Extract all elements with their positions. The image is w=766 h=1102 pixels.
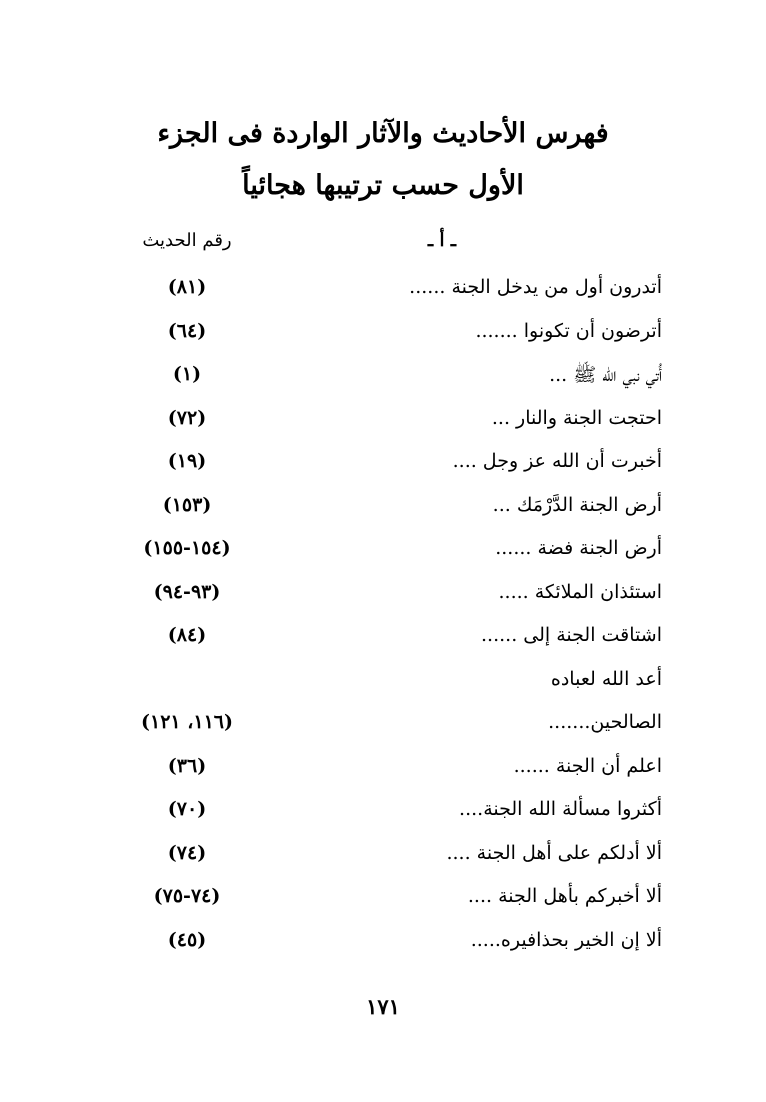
entry-hadith-number: (١) bbox=[172, 363, 202, 385]
index-entry bbox=[0, 925, 766, 969]
entry-hadith-number: (٦٤) bbox=[167, 319, 207, 342]
index-entry bbox=[0, 316, 766, 360]
entry-hadith-number: (٤٥) bbox=[167, 928, 207, 951]
entry-text: أترضون أن تكونوا ....... bbox=[475, 319, 662, 342]
index-entry bbox=[0, 838, 766, 882]
index-title-line-1: فهرس الأحاديث والآثار الواردة فى الجزء bbox=[157, 118, 609, 149]
index-entry bbox=[0, 620, 766, 664]
hadith-number-column-header: رقم الحديث bbox=[142, 230, 232, 251]
alphabet-section-letter: ـ أ ـ bbox=[427, 230, 456, 251]
index-entry bbox=[0, 446, 766, 490]
entry-text: استئذان الملائكة ..... bbox=[498, 580, 662, 603]
entry-text: أتدرون أول من يدخل الجنة ...... bbox=[409, 276, 662, 298]
index-entry bbox=[0, 403, 766, 447]
entry-text: أرض الجنة فضة ...... bbox=[495, 537, 662, 559]
index-entry bbox=[0, 794, 766, 838]
page-number: ١٧١ bbox=[366, 994, 400, 1019]
entry-hadith-number: (١٩) bbox=[167, 450, 207, 472]
entry-text: ألا أدلكم على أهل الجنة .... bbox=[446, 841, 662, 864]
entry-text: أُتي نبي الله ﷺ ... bbox=[549, 364, 662, 386]
index-entry bbox=[0, 751, 766, 795]
entry-text: أخبرت أن الله عز وجل .... bbox=[452, 450, 662, 472]
entry-hadith-number: (٧٤-٧٥) bbox=[153, 885, 221, 907]
entry-text: ألا أخبركم بأهل الجنة .... bbox=[467, 885, 662, 907]
entry-hadith-number: (٨٤) bbox=[167, 624, 207, 646]
entry-text: أرض الجنة الدَّرْمَك ... bbox=[492, 493, 662, 516]
entry-text: احتجت الجنة والنار ... bbox=[491, 406, 662, 429]
index-entry bbox=[0, 881, 766, 925]
entry-text: أكثروا مسألة الله الجنة.... bbox=[459, 798, 662, 820]
entry-text: أعد الله لعباده bbox=[550, 667, 662, 690]
entry-hadith-number: (٨١) bbox=[167, 276, 207, 298]
entry-hadith-number: (٧٢) bbox=[167, 406, 207, 429]
entry-hadith-number: (٣٦) bbox=[167, 754, 207, 777]
index-entry bbox=[0, 359, 766, 403]
entry-hadith-number: (٩٣-٩٤) bbox=[153, 580, 221, 603]
index-title-line-2: الأول حسب ترتيبها هجائياً bbox=[242, 170, 524, 201]
index-entry bbox=[0, 577, 766, 621]
entry-hadith-number: (٧٤) bbox=[167, 841, 207, 864]
entry-hadith-number: (١١٦، ١٢١) bbox=[141, 711, 233, 733]
entry-text: اشتاقت الجنة إلى ...... bbox=[481, 624, 662, 646]
entry-text: اعلم أن الجنة ...... bbox=[513, 754, 662, 777]
index-entry bbox=[0, 490, 766, 534]
hadith-index-list bbox=[0, 272, 766, 968]
index-entry bbox=[0, 664, 766, 708]
index-entry bbox=[0, 533, 766, 577]
entry-hadith-number: (١٥٤-١٥٥) bbox=[143, 537, 231, 559]
entry-text: الصالحين....... bbox=[548, 711, 662, 733]
entry-hadith-number: (٧٠) bbox=[167, 798, 207, 820]
index-entry bbox=[0, 707, 766, 751]
index-entry bbox=[0, 272, 766, 316]
entry-hadith-number: (١٥٣) bbox=[162, 493, 212, 516]
entry-text: ألا إن الخير بحذافيره..... bbox=[470, 928, 662, 951]
